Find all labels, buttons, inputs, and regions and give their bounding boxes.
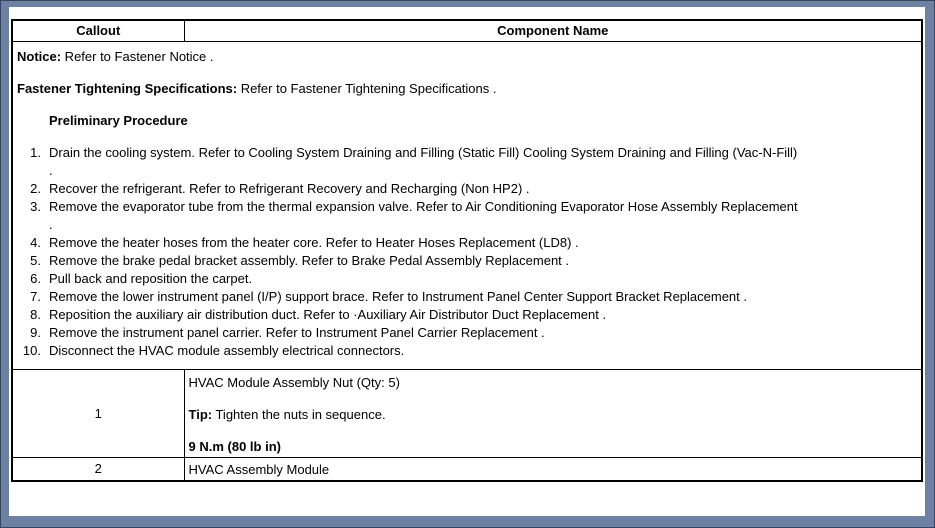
step-number: 3. [30, 198, 41, 214]
step-line: Remove the instrument panel carrier. Refer to Instrument Panel Carrier Replacement . [49, 324, 545, 340]
step-line: Reposition the auxiliary air distribution duct. Refer to ·Auxiliary Air Distributor Duct Replacement . [49, 306, 607, 322]
step-item-7 [17, 288, 917, 306]
step-line-continuation: . [49, 162, 53, 178]
notice-line [17, 48, 917, 65]
step-text [49, 180, 917, 198]
step-item-2 [17, 180, 917, 198]
step-number: 9. [30, 324, 41, 340]
component-name: HVAC Module Assembly Nut (Qty: 5) [188, 374, 400, 390]
fastener-spec-line [17, 80, 917, 97]
table-header-row [12, 20, 922, 41]
step-line: Remove the brake pedal bracket assembly. Refer to Brake Pedal Assembly Replacement . [49, 252, 570, 268]
step-text [49, 234, 917, 252]
step-text [49, 198, 917, 234]
tip-text: Tighten the nuts in sequence. [212, 406, 386, 422]
table-row-callout-1 [12, 369, 922, 457]
step-item-9 [17, 324, 917, 342]
step-number: 10. [22, 342, 41, 358]
procedure-row [12, 41, 922, 369]
torque-spec: 9 N.m (80 lb in) [188, 438, 281, 454]
callout-number: 1 [12, 369, 184, 457]
step-item-3 [17, 198, 917, 234]
document-page [9, 7, 925, 516]
step-line: Remove the lower instrument panel (I/P) support brace. Refer to Instrument Panel Center Support Bracket Replacement . [49, 288, 748, 304]
step-number: 4. [30, 234, 41, 250]
col-header-callout: Callout [12, 20, 184, 41]
notice-label: Notice: [17, 48, 62, 64]
step-item-1 [17, 144, 917, 180]
step-line: Recover the refrigerant. Refer to Refrigerant Recovery and Recharging (Non HP2) . [49, 180, 530, 196]
step-text [49, 144, 917, 180]
step-text [49, 252, 917, 270]
step-number: 1. [30, 144, 41, 160]
step-number: 2. [30, 180, 41, 196]
component-name: HVAC Assembly Module [188, 462, 330, 478]
step-item-10 [17, 342, 917, 360]
step-line: Remove the evaporator tube from the thermal expansion valve. Refer to Air Conditioning Evaporator Hose Assembly Replacement [49, 198, 798, 214]
step-text [49, 306, 917, 324]
tip-line [189, 406, 920, 423]
step-line: Drain the cooling system. Refer to Cooling System Draining and Filling (Static Fill) Cooling System Draining and Filling (Vac-N-Fill) [49, 144, 798, 160]
step-line: Disconnect the HVAC module assembly electrical connectors. [49, 342, 405, 358]
step-line-continuation: . [49, 216, 53, 232]
component-callout-table [11, 19, 923, 482]
step-item-4 [17, 234, 917, 252]
table-row-callout-2 [12, 457, 922, 481]
preliminary-steps-list [17, 144, 917, 360]
callout-number: 2 [12, 457, 184, 481]
step-number: 8. [30, 306, 41, 322]
col-header-component-name: Component Name [184, 20, 922, 41]
step-item-6 [17, 270, 917, 288]
component-cell [184, 457, 922, 481]
step-line: Pull back and reposition the carpet. [49, 270, 253, 286]
step-text [49, 288, 917, 306]
step-item-8 [17, 306, 917, 324]
notice-text: Refer to Fastener Notice . [61, 48, 214, 64]
fastener-spec-text: Refer to Fastener Tightening Specifications . [237, 80, 497, 96]
step-text [49, 324, 917, 342]
preliminary-procedure-heading: Preliminary Procedure [49, 112, 188, 128]
step-line: Remove the heater hoses from the heater core. Refer to Heater Hoses Replacement (LD8) . [49, 234, 579, 250]
step-number: 6. [30, 270, 41, 286]
step-item-5 [17, 252, 917, 270]
fastener-spec-label: Fastener Tightening Specifications: [17, 80, 238, 96]
step-text [49, 342, 917, 360]
step-number: 7. [30, 288, 41, 304]
step-number: 5. [30, 252, 41, 268]
tip-label: Tip: [188, 406, 213, 422]
step-text [49, 270, 917, 288]
component-cell [184, 369, 922, 457]
procedure-cell [12, 41, 922, 369]
